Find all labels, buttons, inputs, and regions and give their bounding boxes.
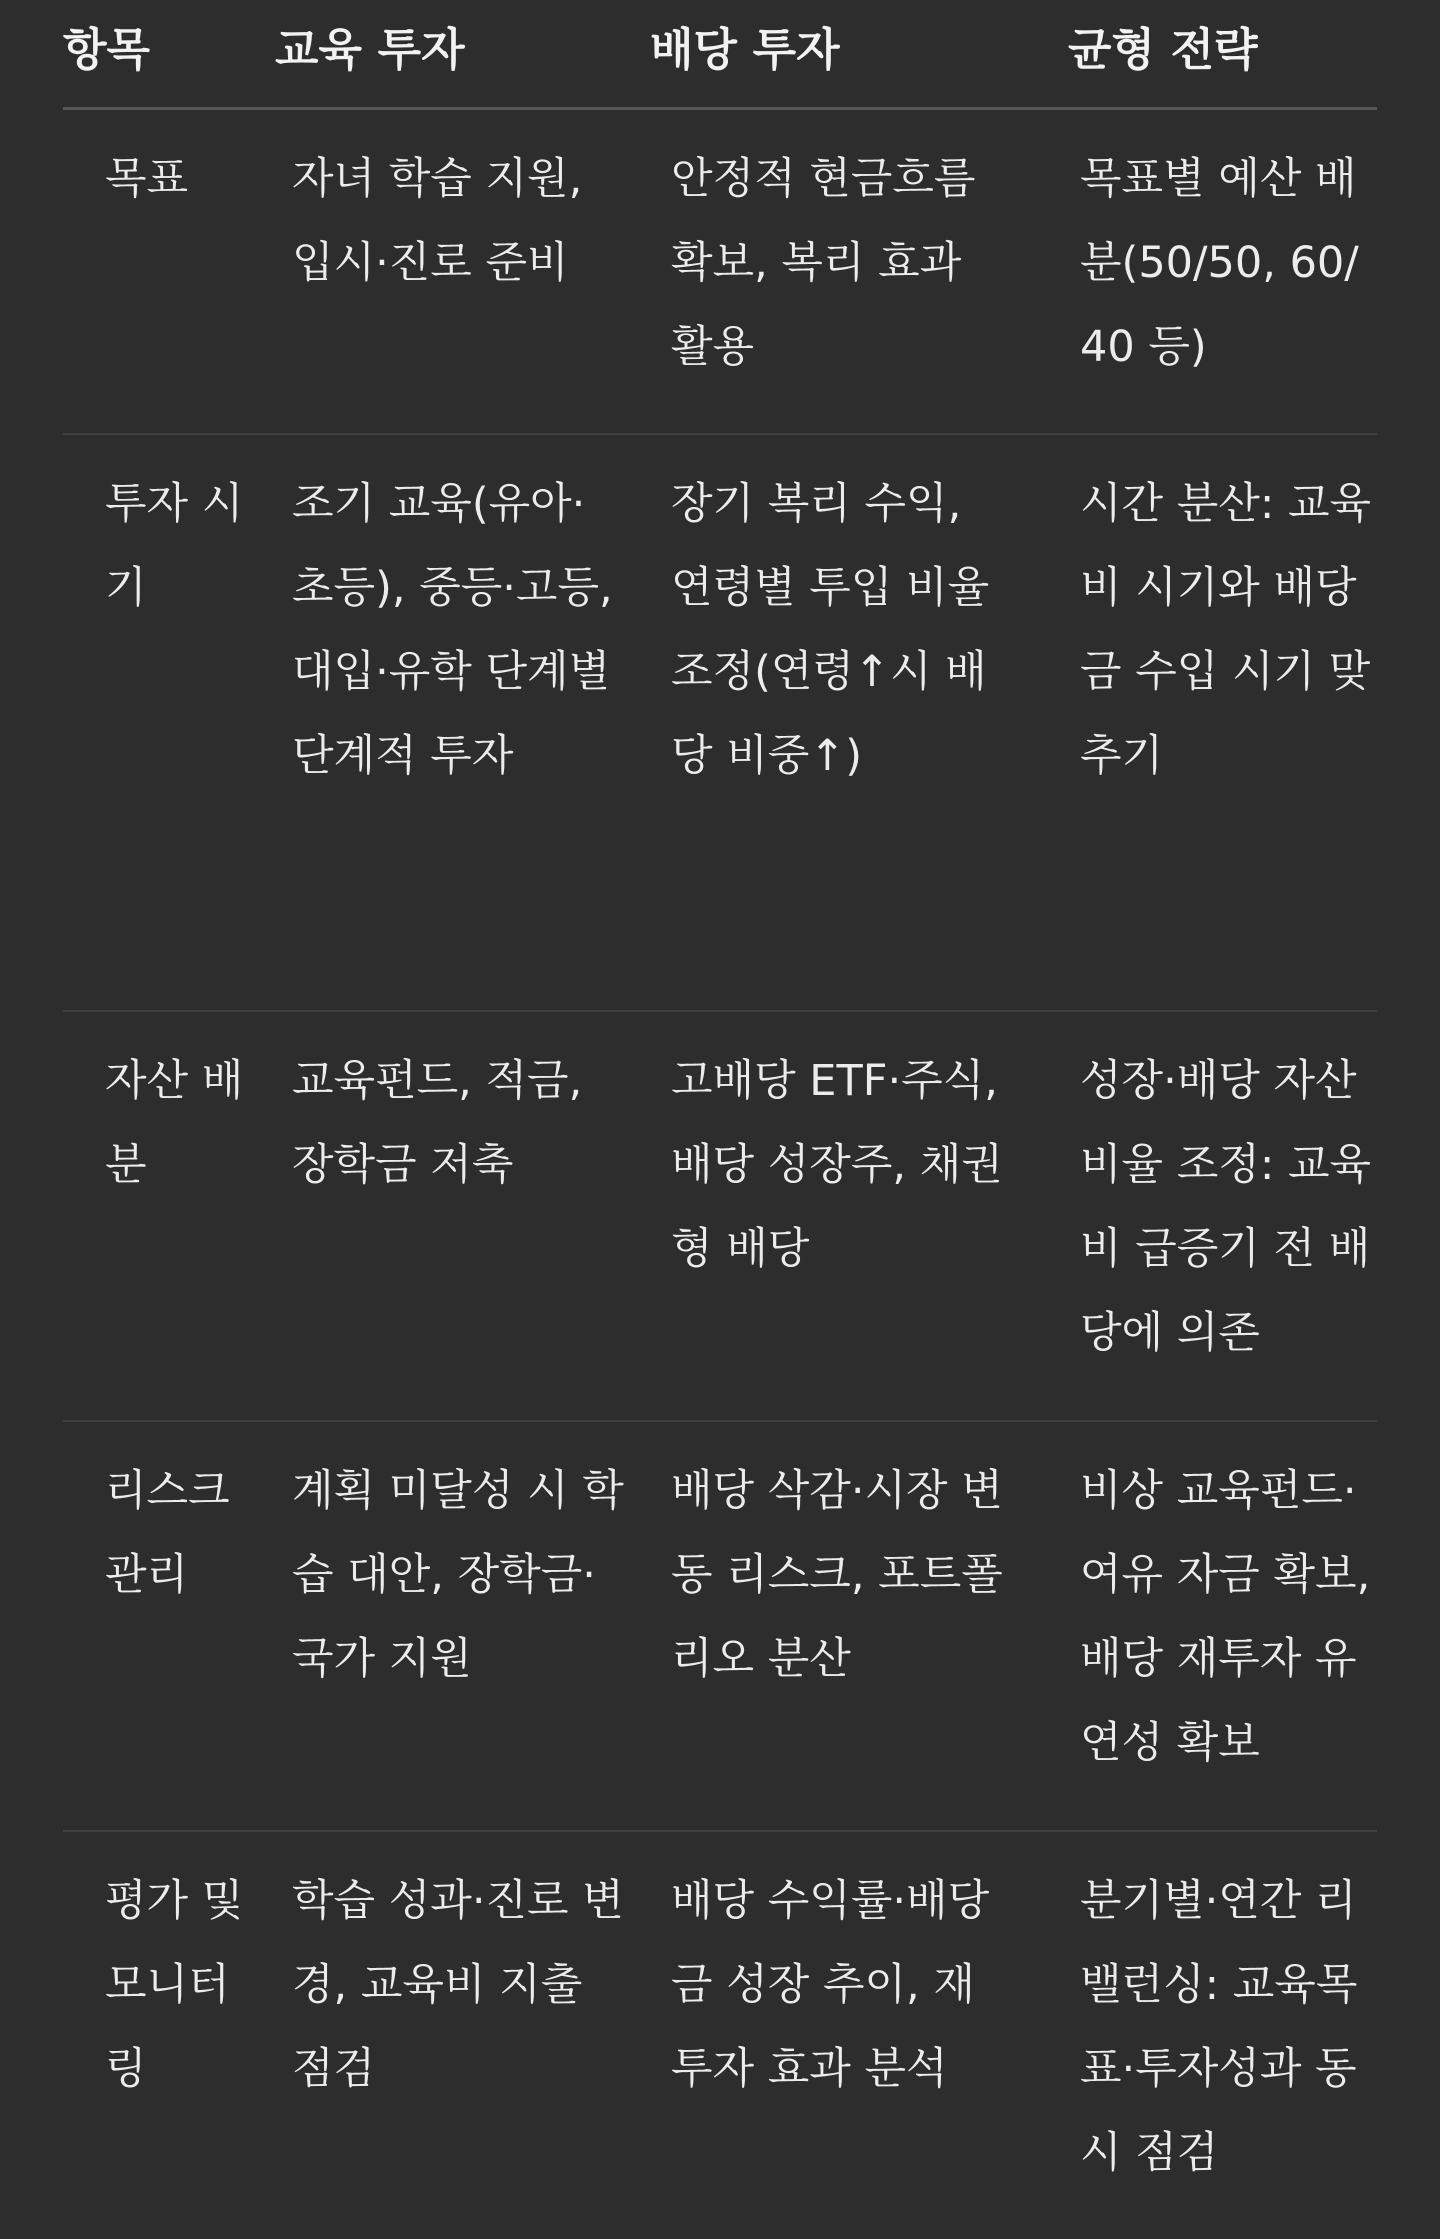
table-row	[63, 434, 1377, 1011]
comparison-table-container	[63, 0, 1377, 2231]
comparison-table	[63, 0, 1377, 2231]
education-cell: 계획 미달성 시 학습 대안, 장학금·국가 지원	[275, 1421, 646, 1831]
row-item-label: 평가 및 모니터링	[105, 1876, 244, 2094]
dividend-cell: 배당 삭감·시장 변동 리스크, 포트폴리오 분산	[646, 1421, 1038, 1831]
balance-cell: 목표별 예산 배분(50/50, 60/40 등)	[1038, 108, 1377, 434]
row-item-label: 자산 배분	[63, 1011, 275, 1421]
balance-cell: 시간 분산: 교육비 시기와 배당금 수입 시기 맞추기	[1038, 434, 1377, 1011]
education-cell: 교육펀드, 적금, 장학금 저축	[275, 1011, 646, 1421]
balance-cell: 비상 교육펀드·여유 자금 확보, 배당 재투자 유연성 확보	[1038, 1421, 1377, 1831]
dividend-cell: 장기 복리 수익, 연령별 투입 비율 조정(연령↑시 배당 비중↑)	[646, 434, 1038, 1011]
table-row	[63, 1421, 1377, 1831]
education-cell: 자녀 학습 지원, 입시·진로 준비	[275, 108, 646, 434]
table-row	[63, 108, 1377, 434]
table-row	[63, 1011, 1377, 1421]
balance-cell: 분기별·연간 리밸런싱: 교육목표·투자성과 동시 점검	[1080, 1876, 1358, 2178]
education-cell: 학습 성과·진로 변경, 교육비 지출 점검	[292, 1876, 624, 2094]
table-row	[63, 1831, 1377, 2231]
table-body	[63, 108, 1377, 2231]
header-dividend-investment: 배당 투자	[646, 0, 1038, 108]
table-header	[63, 0, 1377, 108]
header-item: 항목	[63, 0, 275, 108]
dividend-cell: 안정적 현금흐름 확보, 복리 효과 활용	[646, 108, 1038, 434]
dividend-cell: 배당 수익률·배당금 성장 추이, 재투자 효과 분석	[671, 1876, 990, 2094]
dividend-cell: 고배당 ETF·주식, 배당 성장주, 채권형 배당	[646, 1011, 1038, 1421]
row-item-label: 목표	[63, 108, 275, 434]
header-row	[63, 0, 1377, 108]
education-cell: 조기 교육(유아·초등), 중등·고등, 대입·유학 단계별 단계적 투자	[275, 434, 646, 1011]
row-item-label: 투자 시기	[63, 434, 275, 1011]
header-balance-strategy: 균형 전략	[1038, 0, 1377, 108]
balance-cell: 성장·배당 자산 비율 조정: 교육비 급증기 전 배당에 의존	[1038, 1011, 1377, 1421]
row-item-label: 리스크 관리	[63, 1421, 275, 1831]
header-education-investment: 교육 투자	[275, 0, 646, 108]
